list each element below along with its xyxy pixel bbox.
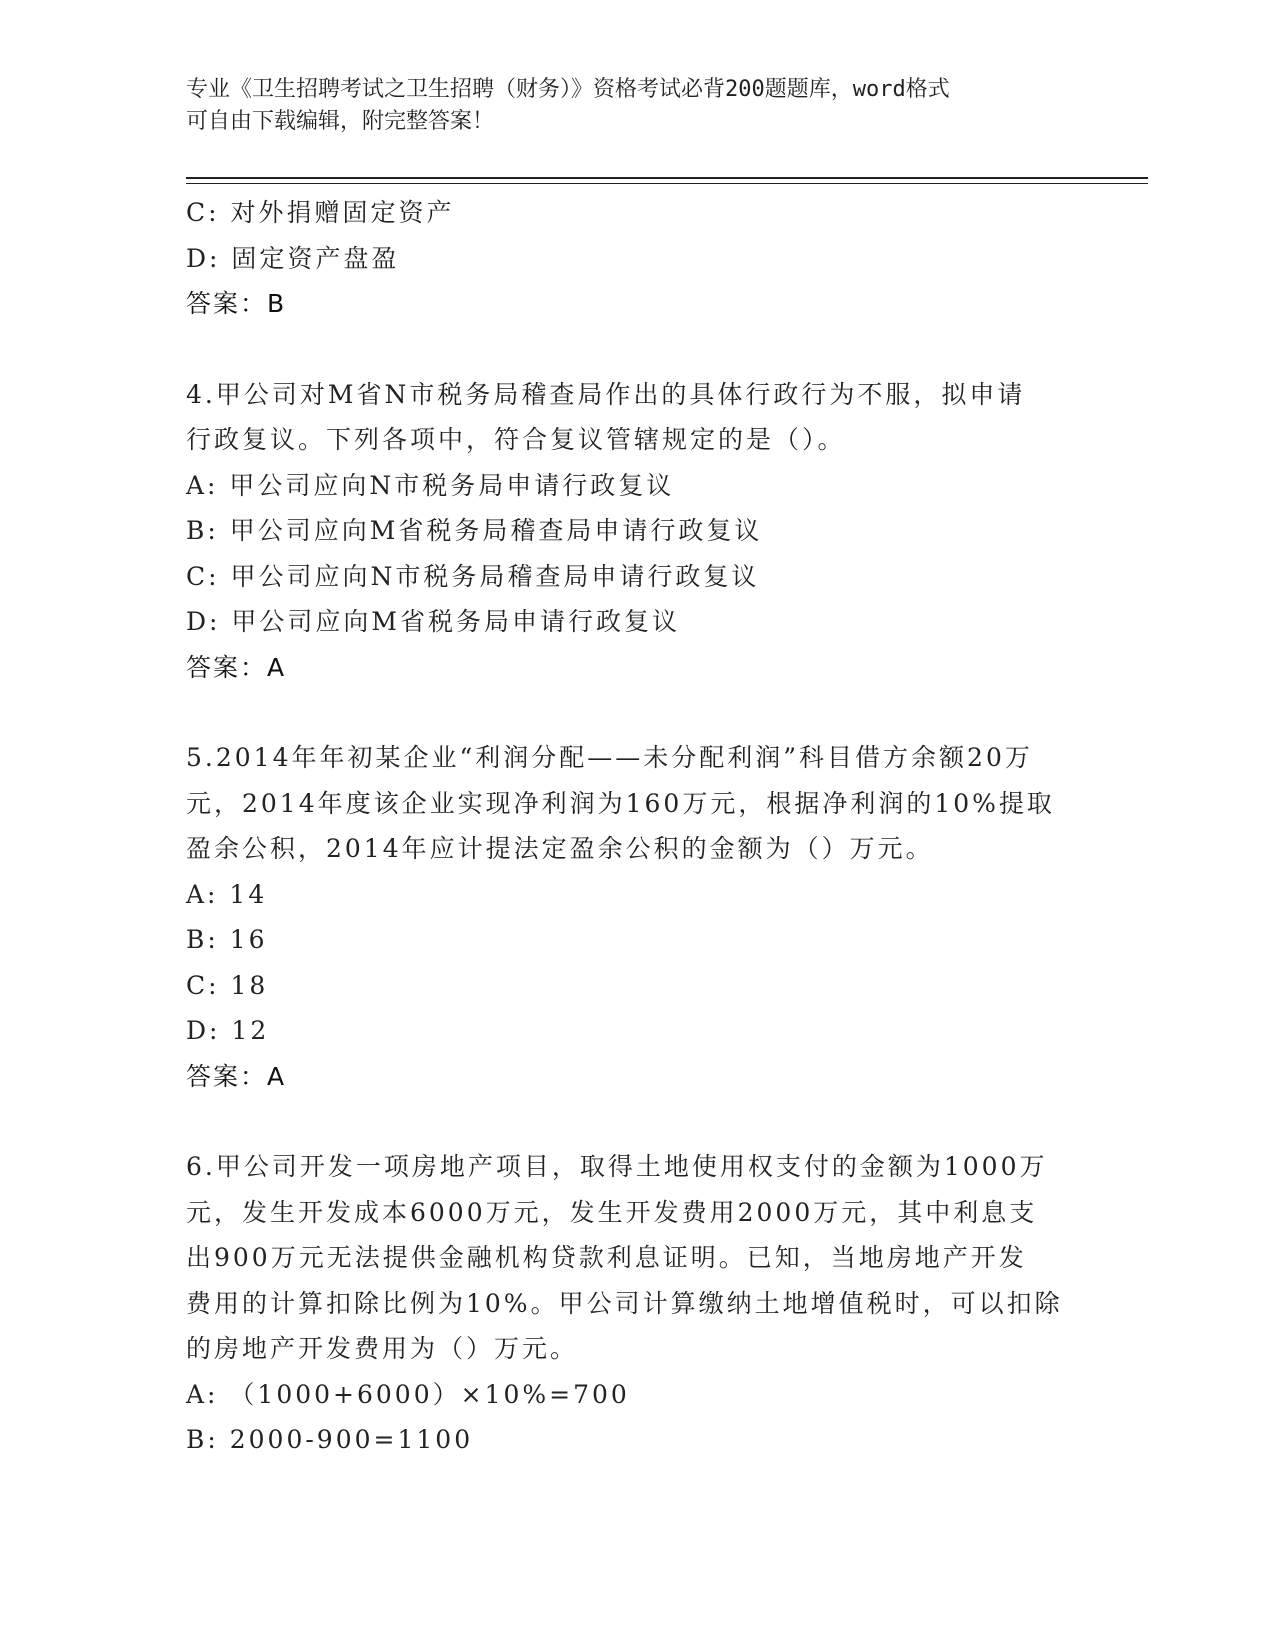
header-divider-thin [186,183,1148,184]
stem-line: 盈余公积，2014年应计提法定盈余公积的金额为（）万元。 [186,834,934,863]
question-3-tail [186,190,1086,327]
stem-line: 行政复议。下列各项中，符合复议管辖规定的是（）。 [186,425,846,454]
stem-line: 费用的计算扣除比例为10%。甲公司计算缴纳土地增值税时，可以扣除 [186,1288,1063,1318]
option-d: D: 12 [186,1016,270,1045]
answer-label: 答案：A [186,1061,287,1091]
question-5 [186,735,1086,1099]
question-4 [186,372,1086,691]
answer-label: 答案：A [186,652,287,682]
header-divider-thick [186,177,1148,179]
question-content [186,190,1086,1463]
option-a: A: 14 [186,879,268,909]
stem-line: 元，2014年度该企业实现净利润为160万元，根据净利润的10%提取 [186,788,1055,818]
option-b: B: 甲公司应向M省税务局稽查局申请行政复议 [186,516,763,545]
stem-line: 出900万元无法提供金融机构贷款利息证明。已知，当地房地产开发 [186,1243,1027,1272]
option-a: A: （1000+6000）×10%=700 [186,1379,630,1409]
option-d: D: 固定资产盘盈 [186,243,400,273]
option-b: B: 2000-900=1100 [186,1425,474,1454]
stem-line: 元，发生开发成本6000万元，发生开发费用2000万元，其中利息支 [186,1197,1038,1227]
question-6 [186,1144,1086,1463]
stem-line: 4.甲公司对M省N市税务局稽查局作出的具体行政行为不服，拟申请 [186,379,1026,409]
stem-line: 5.2014年年初某企业“利润分配——未分配利润”科目借方余额20万 [186,743,1033,772]
option-a: A: 甲公司应向N市税务局申请行政复议 [186,470,675,500]
option-d: D: 甲公司应向M省税务局申请行政复议 [186,607,681,636]
question-stem [186,735,1086,872]
answer-label: 答案：B [186,289,287,318]
header-line-1: 专业《卫生招聘考试之卫生招聘（财务）》资格考试必背200题题库，word格式 [186,77,950,102]
header-line-2: 可自由下载编辑，附完整答案！ [186,109,495,134]
stem-line: 的房地产开发费用为（）万元。 [186,1334,579,1363]
stem-line: 6.甲公司开发一项房地产项目，取得土地使用权支付的金额为1000万 [186,1152,1048,1181]
option-c: C: 甲公司应向N市税务局稽查局申请行政复议 [186,561,760,591]
option-b: B: 16 [186,925,268,954]
option-c: C: 18 [186,970,269,1000]
option-c: C: 对外捐赠固定资产 [186,198,455,227]
question-stem [186,1144,1086,1372]
question-stem [186,372,1086,463]
page-header [186,74,1086,138]
